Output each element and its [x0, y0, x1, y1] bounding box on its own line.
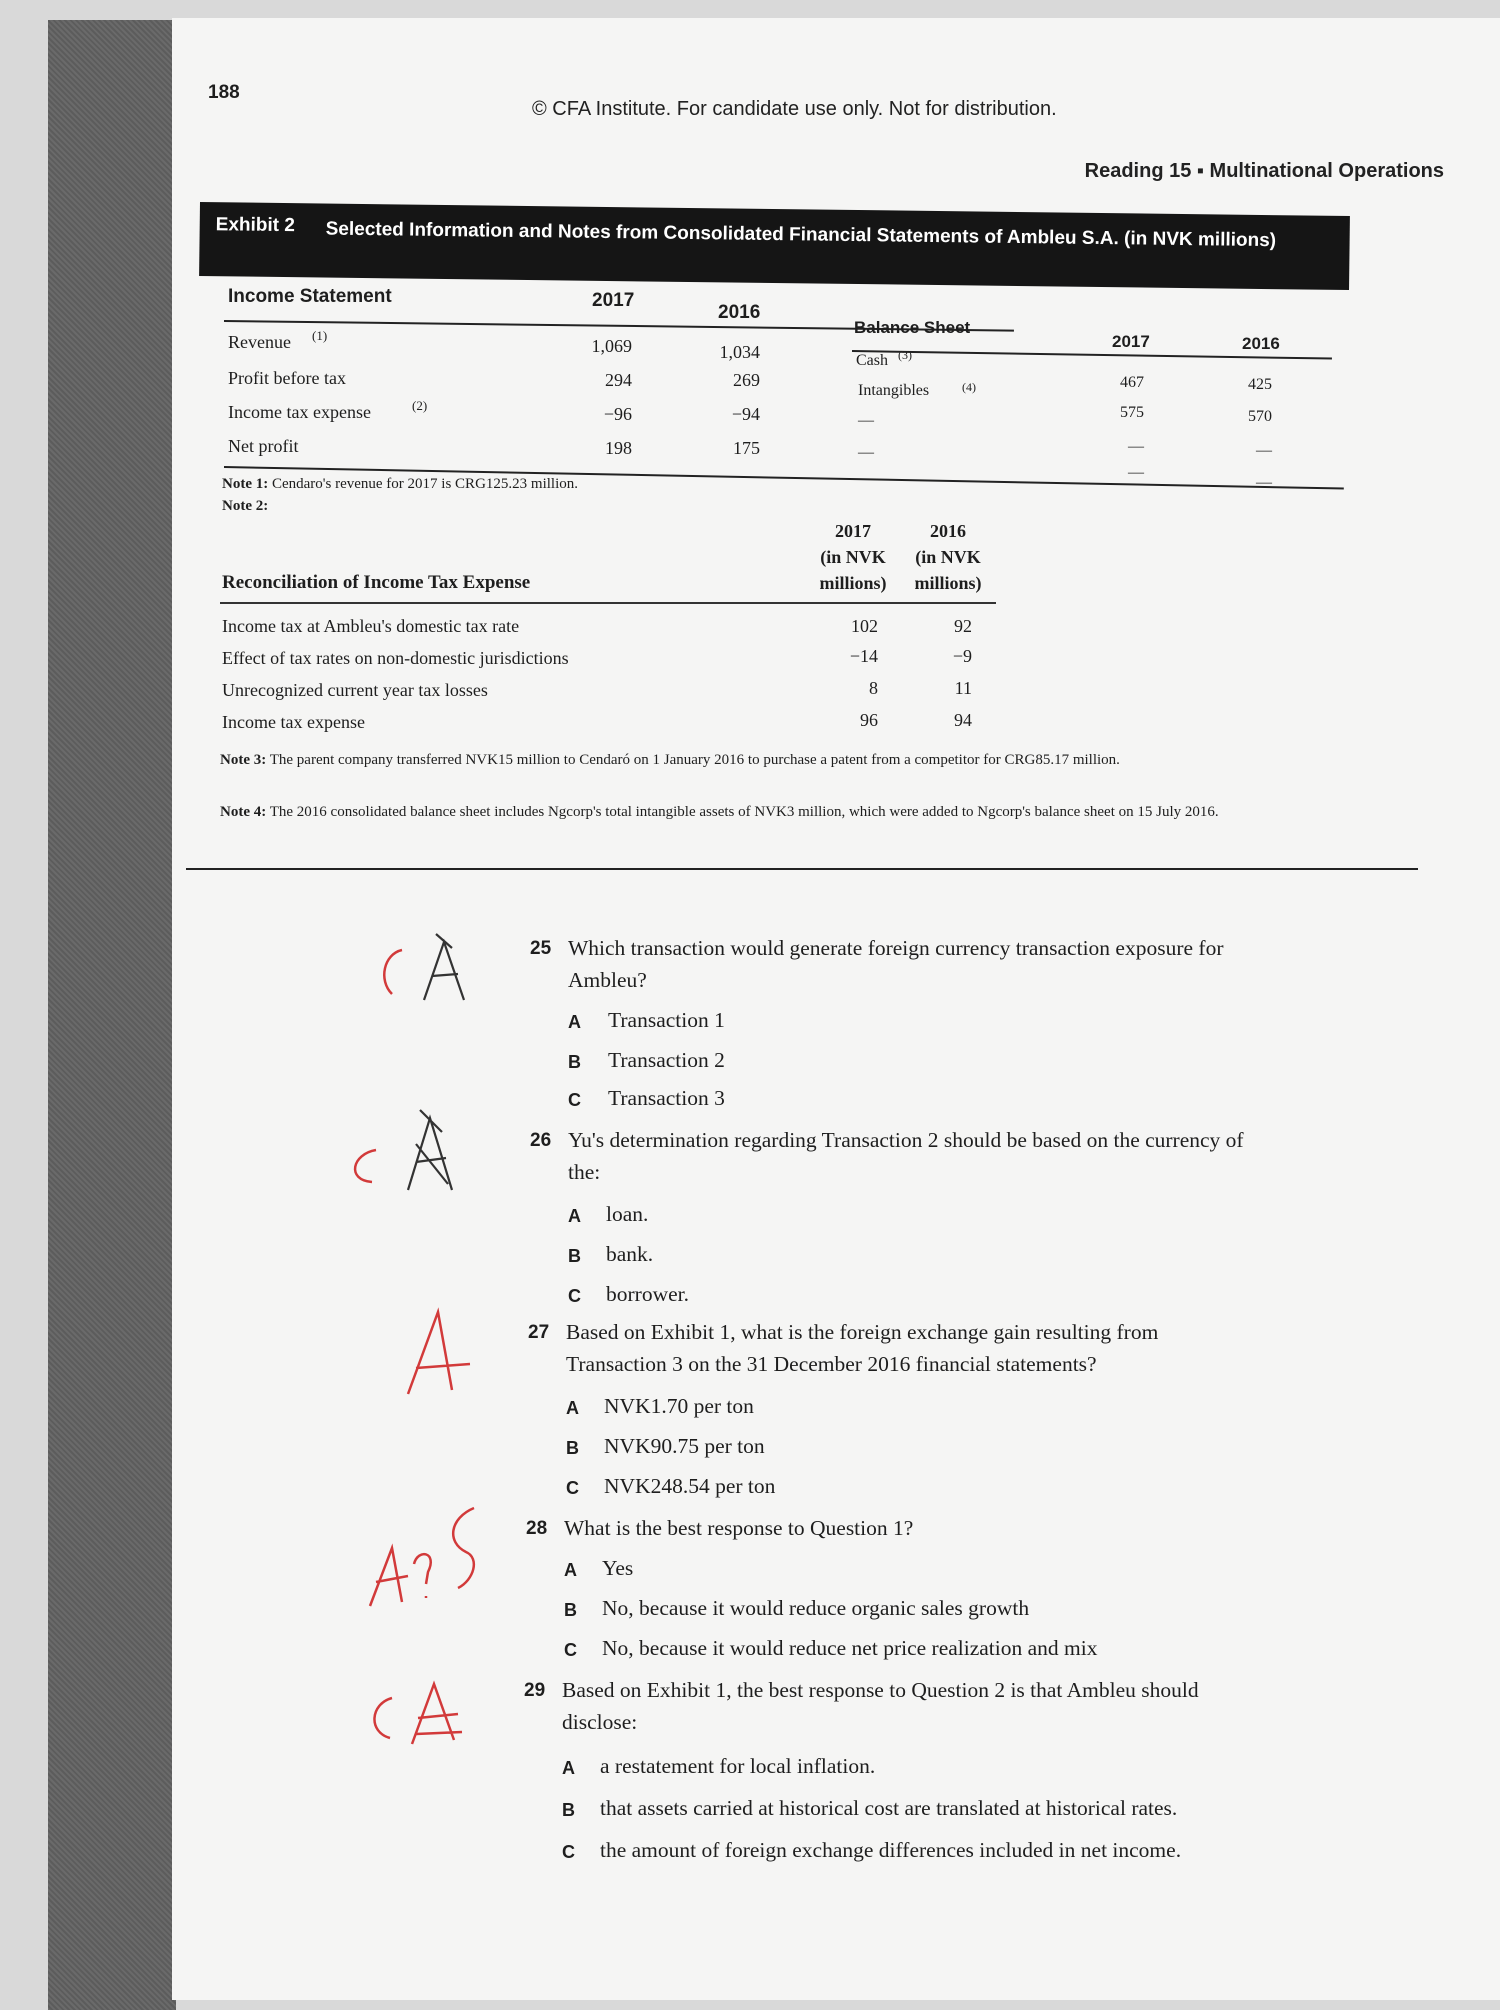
balance-row-label: —: [858, 444, 874, 461]
option-letter: C: [568, 1090, 581, 1110]
note-1-label: Note 1:: [222, 476, 269, 492]
note-1-text: Cendaro's revenue for 2017 is CRG125.23 million.: [271, 476, 578, 492]
note-3: [220, 748, 1420, 772]
option-text[interactable]: NVK1.70 per ton: [604, 1394, 754, 1418]
income-row-2016: 175: [733, 438, 760, 458]
option-letter: B: [568, 1246, 581, 1266]
question-line: disclose:: [562, 1710, 638, 1734]
income-row-2017: 198: [605, 438, 632, 458]
option-letter: A: [568, 1206, 581, 1226]
option-letter: A: [566, 1398, 579, 1418]
note-4-text: The 2016 consolidated balance sheet includes Ngcorp's total intangible assets of NVK3 million, which were added to Ngcorp's balance sheet on 15 July 2016.: [269, 804, 1219, 820]
balance-row-note: (3): [898, 348, 912, 362]
income-row-label: Revenue: [228, 332, 291, 352]
note-2: [222, 494, 268, 518]
income-row-label: Net profit: [228, 436, 299, 456]
balance-row-2017: 467: [1120, 374, 1144, 391]
option-text[interactable]: Transaction 3: [608, 1086, 725, 1110]
question-text: [562, 1674, 1199, 1738]
option-text[interactable]: Transaction 2: [608, 1048, 725, 1072]
note-2-label: Note 2:: [222, 498, 269, 514]
option-letter: C: [564, 1640, 577, 1660]
balance-col-2016: 2016: [1242, 334, 1280, 353]
handwritten-answer-28-icon: [362, 1502, 492, 1622]
option-text[interactable]: NVK248.54 per ton: [604, 1474, 776, 1498]
option-text[interactable]: No, because it would reduce organic sales growth: [602, 1596, 1030, 1620]
exhibit-header: [199, 202, 1350, 290]
question-text: [566, 1316, 1158, 1380]
note-4: [220, 800, 1420, 824]
option-letter: B: [566, 1438, 579, 1458]
page-number: 188: [208, 82, 240, 103]
balance-row-note: (4): [962, 380, 976, 394]
income-row-2017: 294: [605, 370, 632, 390]
option-text[interactable]: bank.: [606, 1242, 654, 1266]
recon-col-2016: [900, 518, 996, 596]
recon-col-2016-year: 2016: [930, 521, 966, 541]
income-row-2016: −94: [731, 404, 760, 424]
option-text[interactable]: loan.: [606, 1202, 649, 1226]
question-line: Ambleu?: [568, 968, 647, 992]
exhibit-title: Selected Information and Notes from Consolidated Financial Statements of Ambleu S.A. (in NVK millions): [325, 218, 1277, 252]
option-text[interactable]: that assets carried at historical cost are translated at historical rates.: [600, 1796, 1178, 1820]
recon-row-2016: 92: [954, 616, 972, 636]
option-letter: C: [562, 1842, 575, 1862]
recon-row-label: Income tax at Ambleu's domestic tax rate: [222, 616, 520, 636]
recon-row-label: Unrecognized current year tax losses: [222, 680, 488, 700]
question-line: Based on Exhibit 1, the best response to Question 2 is that Ambleu should: [562, 1678, 1199, 1702]
balance-row-label: Cash: [856, 352, 888, 369]
balance-row-2017: —: [1128, 438, 1144, 455]
note-4-label: Note 4:: [220, 804, 267, 820]
handwritten-answer-27-icon: [398, 1298, 488, 1408]
option-text[interactable]: Transaction 1: [608, 1008, 725, 1032]
question-line: Which transaction would generate foreign currency transaction exposure for: [568, 936, 1224, 960]
question-line: Based on Exhibit 1, what is the foreign exchange gain resulting from: [566, 1320, 1159, 1344]
question-line: Transaction 3 on the 31 December 2016 financial statements?: [566, 1352, 1097, 1376]
recon-col-2017-unit2: millions): [819, 573, 887, 593]
balance-row-label: Intangibles: [858, 382, 930, 399]
note-3-text: The parent company transferred NVK15 million to Cendaró on 1 January 2016 to purchase a patent from a competitor for CRG85.17 million.: [269, 752, 1120, 768]
income-statement-heading: Income Statement: [228, 286, 392, 307]
handwritten-answer-29-icon: [352, 1674, 492, 1764]
question-number: 27: [528, 1322, 550, 1343]
question-number: 25: [530, 938, 552, 959]
recon-row-2017: 102: [851, 616, 878, 636]
income-row-label: Income tax expense: [228, 402, 371, 422]
option-letter: A: [564, 1560, 577, 1580]
question-number: 29: [524, 1680, 546, 1701]
handwritten-answer-25-icon: [362, 928, 482, 1018]
recon-heading: Reconciliation of Income Tax Expense: [222, 572, 531, 593]
income-row-label: Profit before tax: [228, 368, 346, 388]
recon-row-2017: 96: [860, 710, 878, 730]
recon-row-2016: 11: [954, 678, 972, 698]
income-row-note: (2): [412, 398, 428, 413]
balance-row-2016: —: [1256, 474, 1272, 491]
option-letter: B: [562, 1800, 575, 1820]
option-text[interactable]: Yes: [602, 1556, 634, 1580]
question-number: 26: [530, 1130, 552, 1151]
question-text: [568, 1124, 1244, 1188]
option-letter: C: [566, 1478, 579, 1498]
balance-row-2016: —: [1256, 442, 1272, 459]
option-text[interactable]: a restatement for local inflation.: [600, 1754, 876, 1778]
recon-row-2016: −9: [952, 646, 972, 666]
question-line: the:: [568, 1160, 601, 1184]
recon-row-2017: −14: [849, 646, 878, 666]
option-text[interactable]: NVK90.75 per ton: [604, 1434, 765, 1458]
option-letter: A: [562, 1758, 575, 1778]
option-letter: C: [568, 1286, 581, 1306]
recon-col-2016-unit: (in NVK: [915, 547, 981, 567]
textbook-page: [172, 18, 1500, 2000]
recon-col-2017-year: 2017: [835, 521, 871, 541]
income-row-2017: −96: [603, 404, 632, 424]
option-text[interactable]: the amount of foreign exchange differences included in net income.: [600, 1838, 1182, 1862]
exhibit-end-rule: [186, 868, 1418, 870]
recon-header-rule: [220, 602, 996, 604]
recon-col-2017-unit: (in NVK: [820, 547, 886, 567]
exhibit-label: Exhibit 2: [215, 214, 296, 237]
question-number: 28: [526, 1518, 548, 1539]
income-col-2016: 2016: [718, 302, 761, 323]
question-text: [568, 932, 1223, 996]
option-text[interactable]: No, because it would reduce net price realization and mix: [602, 1636, 1098, 1660]
note-3-label: Note 3:: [220, 752, 267, 768]
recon-row-label: Effect of tax rates on non-domestic jurisdictions: [222, 648, 569, 668]
recon-row-label: Income tax expense: [222, 712, 365, 732]
option-letter: B: [564, 1600, 577, 1620]
income-col-2017: 2017: [592, 290, 635, 311]
option-letter: A: [568, 1012, 581, 1032]
question-line: Yu's determination regarding Transaction 2 should be based on the currency of: [568, 1128, 1244, 1152]
balance-col-2017: 2017: [1112, 332, 1150, 351]
reading-title: Reading 15 ▪ Multinational Operations: [1084, 160, 1444, 182]
copyright-notice: © CFA Institute. For candidate use only. Not for distribution.: [532, 98, 1057, 120]
recon-col-2016-unit2: millions): [914, 573, 982, 593]
balance-row-label: —: [858, 412, 874, 429]
income-row-2016: 1,034: [719, 342, 760, 362]
handwritten-answer-26-icon: [332, 1098, 472, 1208]
option-letter: B: [568, 1052, 581, 1072]
note-1: [222, 472, 578, 496]
recon-row-2016: 94: [954, 710, 972, 730]
balance-row-2017: 575: [1120, 404, 1144, 421]
income-row-note: (1): [312, 328, 328, 343]
option-text[interactable]: borrower.: [606, 1282, 689, 1306]
question-text: What is the best response to Question 1?: [564, 1516, 914, 1540]
balance-sheet-heading: Balance Sheet: [854, 318, 971, 337]
recon-row-2017: 8: [869, 678, 878, 698]
income-row-2017: 1,069: [591, 336, 632, 356]
balance-row-2016: 570: [1248, 408, 1272, 425]
recon-col-2017: [808, 518, 898, 596]
book-binding-shadow: [48, 20, 176, 2010]
balance-row-2016: 425: [1248, 376, 1272, 393]
income-row-2016: 269: [733, 370, 760, 390]
balance-row-2017: —: [1128, 464, 1144, 481]
